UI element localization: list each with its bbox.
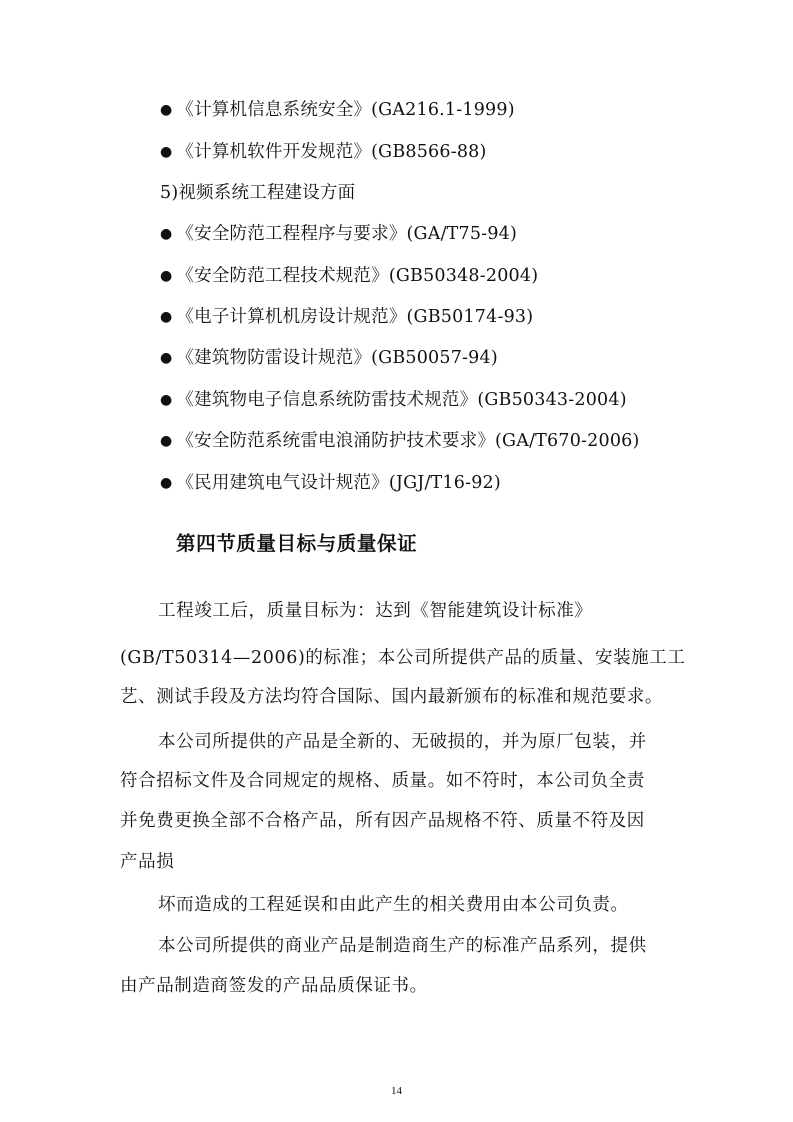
section-heading: 第四节质量目标与质量保证 — [176, 532, 418, 555]
standard-item-text: 《建筑物电子信息系统防雷技术规范》(GB50343-2004) — [176, 390, 627, 410]
paragraph-line: 由产品制造商签发的产品品质保证书。 — [120, 976, 428, 996]
bullet-icon: ● — [160, 309, 173, 325]
paragraph-line: 本公司所提供的商业产品是制造商生产的标准产品系列，提供 — [158, 936, 647, 956]
paragraph-line: 艺、测试手段及方法均符合国际、国内最新颁布的标准和规范要求。 — [120, 687, 663, 707]
bullet-icon: ● — [160, 433, 173, 449]
bullet-icon: ● — [160, 392, 173, 408]
paragraph-line: 符合招标文件及合同规定的规格、质量。如不符时，本公司负全责 — [120, 771, 645, 791]
paragraph-line: 坏而造成的工程延误和由此产生的相关费用由本公司负责。 — [158, 895, 629, 915]
paragraph-line: 产品损 — [120, 852, 175, 872]
bullet-icon: ● — [160, 144, 173, 160]
standard-item-text: 《电子计算机机房设计规范》(GB50174-93) — [176, 307, 534, 327]
standard-item — [160, 140, 487, 164]
standard-item-text: 《安全防范系统雷电浪涌防护技术要求》(GA/T670-2006) — [176, 431, 640, 451]
bullet-icon: ● — [160, 226, 173, 242]
standard-item — [160, 264, 538, 288]
subsection-label: 5)视频系统工程建设方面 — [160, 183, 356, 203]
standard-item-text: 《民用建筑电气设计规范》(JGJ/T16-92) — [176, 473, 501, 493]
bullet-icon: ● — [160, 350, 173, 366]
bullet-icon: ● — [160, 268, 173, 284]
standard-item-text: 《计算机信息系统安全》(GA216.1-1999) — [176, 100, 515, 120]
paragraph-line: 工程竣工后，质量目标为：达到《智能建筑设计标准》 — [158, 601, 593, 621]
page-number: 14 — [391, 1085, 402, 1097]
standard-item — [160, 98, 515, 122]
standard-item-text: 《安全防范工程技术规范》(GB50348-2004) — [176, 266, 539, 286]
bullet-icon: ● — [160, 102, 173, 118]
paragraph-line: 并免费更换全部不合格产品，所有因产品规格不符、质量不符及因 — [120, 811, 645, 831]
standard-item — [160, 388, 627, 412]
bullet-icon: ● — [160, 475, 173, 491]
standard-item — [160, 346, 498, 370]
standard-item-text: 《计算机软件开发规范》(GB8566-88) — [176, 142, 487, 162]
standard-item-text: 《建筑物防雷设计规范》(GB50057-94) — [176, 348, 498, 368]
standard-item — [160, 305, 533, 329]
standard-item — [160, 222, 517, 246]
paragraph-line: (GB/T50314—2006)的标准；本公司所提供产品的质量、安装施工工 — [120, 648, 686, 668]
standard-item — [160, 429, 640, 453]
standard-item — [160, 471, 501, 495]
standard-item-text: 《安全防范工程程序与要求》(GA/T75-94) — [176, 224, 518, 244]
paragraph-line: 本公司所提供的产品是全新的、无破损的，并为原厂包装，并 — [158, 732, 647, 752]
